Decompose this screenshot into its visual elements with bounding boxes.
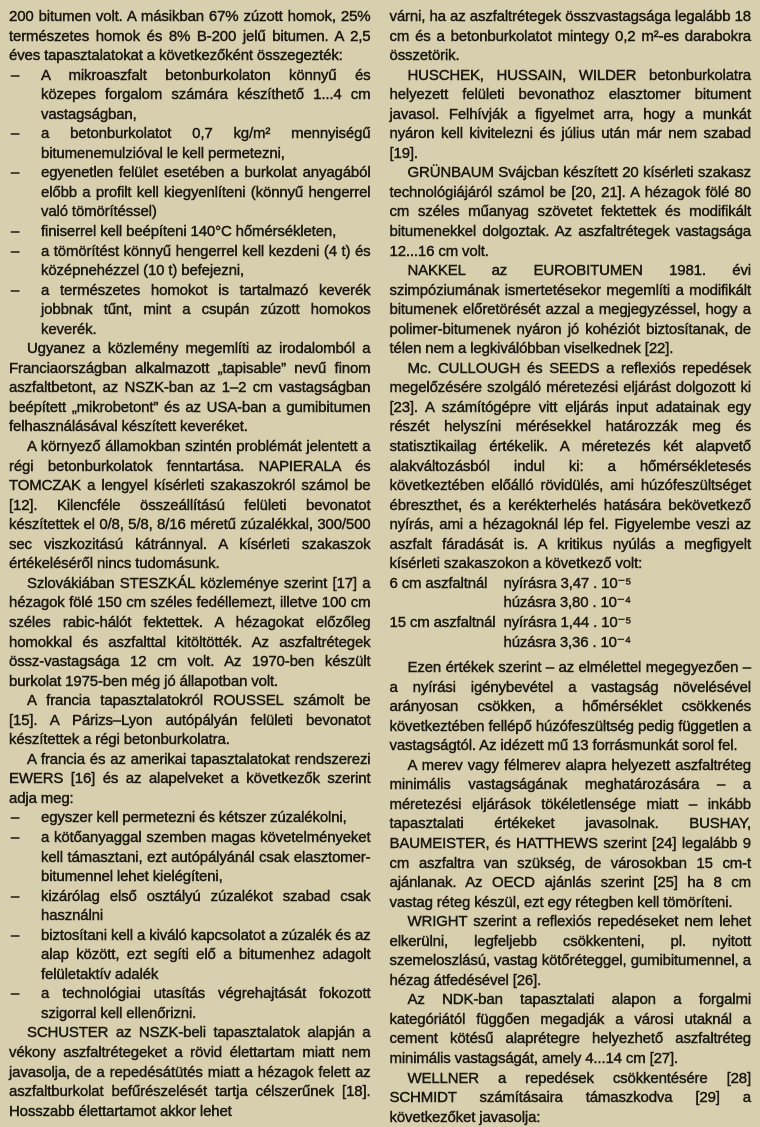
measurement-label: 6 cm aszfaltnál (389, 574, 488, 592)
paragraph: Ugyanez a közlemény megemlíti az irodalomból a Franciaországban alkalmazott „tapisable” nevű finom aszfaltbetont, az NSZK-ban az 1–2 cm vastagságban beépített „mikrobetont” és az USA-ban a gumibitumen felhasználásával készített keveréket. (9, 340, 371, 436)
list-item-text: kizárólag első osztályú zúzalékot szabad csak használni (41, 887, 371, 925)
measurement-line (390, 633, 752, 653)
left-column (9, 7, 371, 1120)
dash-marker: – (11, 887, 20, 905)
list-item (9, 163, 371, 222)
list-item (9, 926, 371, 985)
paragraph: SCHUSTER az NSZK-beli tapasztalatok alapján a vékony aszfaltrétegeket a rövid élettartam miatt nem javasolja, de a repedésátütés miatt a hézagok felett az aszfaltburkolat befűrészelését tartja célszerűnek [18]. Hosszabb élettartamot akkor lehet (9, 1024, 371, 1120)
list-item-text: egyszer kell permetezni és kétszer zúzalékolni, (41, 809, 347, 827)
paragraph: 200 bitumen volt. A másikban 67% zúzott homok, 25% természetes homok és 8% B-200 jelű bitumen. A 2,5 éves tapasztalatokat a következőként összegezték: (9, 8, 371, 65)
paragraph: várni, ha az aszfaltrétegek összvastagsága legalább 18 cm és a betonburkolatot mintegy 0,2 m²-es darabokra összetörik. (389, 8, 751, 65)
list-item (9, 66, 371, 125)
measurement-label (390, 593, 504, 613)
right-column (389, 7, 752, 1126)
list-item-text: a kötőanyaggal szemben magas követelményeket kell támasztani, ezt autópályánál csak elasztomer-bitumennel lehet kielégíteni, (41, 828, 371, 886)
dash-marker: – (11, 66, 20, 84)
paragraph: A merev vagy félmerev alapra helyezett aszfaltréteg minimális vastagságának meghatározására – a méretezési eljárások tökéletlensége miatt – inkább tapasztalati értékeket javasolnak. BUSHAY, BAUMEISTER, és HATTHEWS szerint [24] legalább 9 cm aszfaltra van szükség, de városokban 15 cm-t ajánlanak. Az OECD ajánlás szerint [25] ha 8 cm vastag réteg készül, ezt egy rétegben kell tömöríteni. (389, 756, 751, 911)
paragraph: A francia és az amerikai tapasztalatokat rendszerezi EWERS [16] és az alapelveket a következők szerint adja meg: (9, 750, 371, 807)
list-item (9, 828, 371, 887)
list-item (9, 281, 371, 340)
dash-marker: – (11, 164, 20, 182)
paragraph: Mc. CULLOUGH és SEEDS a reflexiós repedések megelőzésére szolgáló méretezési eljárást dolgozott ki [23]. A számítógépre vitt eljárás input adatainak egy részét helyszíni mérésekkel határozzák meg és statisztikailag értékelik. A méretezés két alapvető alakváltozásból indul ki: a hőmérsékletesés következtében előálló rövidülés, ami húzófeszültséget ébreszthet, és a kerékterhelés hatására bekövetkező nyírás, ami a hézagoknál lép fel. Figyelembe veszi az aszfalt fáradását is. A kritikus nyúlás a megfigyelt kísérleti szakaszokon a következő volt: (389, 359, 751, 573)
paragraph: A környező államokban szintén problémát jelentett a régi betonburkolatok fenntartása. NAPIERALA és TOMCZAK a lengyel kísérleti szakaszokról számol be [12]. Kilencféle összeállítású felületi bevonatot készítettek el 0/8, 5/8, 8/16 méretű zúzalékkal, 300/500 sec viszkozitású kátránnyal. A kísérleti szakaszok értékeléséről nincs tudomásunk. (9, 438, 371, 573)
measurement-line (390, 574, 752, 594)
dash-marker: – (11, 926, 20, 944)
dash-marker: – (11, 125, 20, 143)
list-item (9, 984, 371, 1023)
list-item-text: A mikroaszfalt betonburkolaton könnyű és közepes forgalom számára készíthető 1...4 cm vastagságban, (41, 66, 371, 123)
measurement-label (390, 633, 504, 653)
list-item (9, 808, 371, 828)
list-item-text: a tömörítést könnyű hengerrel kell kezdeni (4 t) és középnehézzel (10 t) befejezni, (41, 242, 371, 280)
paragraph: Ezen értékek szerint – az elmélettel megegyezően – a nyírási igénybevétel a vastagság növelésével arányosan csökken, a hőmérséklet csökkenés következtében fellépő húzófeszültség pedig független a vastagságtól. Az idézett mű 13 forrásmunkát sorol fel. (389, 659, 751, 755)
list-item-text: a betonburkolatot 0,7 kg/m² mennyiségű bitumenemulzióval le kell permetezni, (41, 125, 371, 162)
measurement-value: nyírásra 3,47 . 10⁻⁵ (503, 574, 632, 592)
list-item (9, 242, 371, 281)
measurement-line (390, 593, 752, 613)
dash-marker: – (11, 809, 20, 827)
measurement-value: húzásra 3,36 . 10⁻⁴ (503, 633, 631, 651)
dash-marker: – (11, 223, 20, 241)
list-item-text: biztosítani kell a kiváló kapcsolatot a zúzalék és az alap között, ezt segíti elő a bitumenhez adagolt felületaktív adalék (41, 926, 371, 983)
dash-marker: – (11, 985, 20, 1003)
list-item-text: finiserrel kell beépíteni 140°C hőmérsékleten, (41, 223, 337, 241)
paragraph: WELLNER a repedések csökkentésére [28] SCHMIDT számításaira támaszkodva [29] a következőket javasolja: (389, 1069, 751, 1126)
list-item-text: egyenetlen felület esetében a burkolat anyagából előbb a profilt kell kiegyenlíteni (könnyű hengerrel való tömörítéssel) (41, 164, 371, 221)
measurement-label: 15 cm aszfaltnál (389, 613, 496, 631)
paragraph: GRÜNBAUM Svájcban készített 20 kísérleti szakasz technológiájáról számol be [20, 21]. A hézagok fölé 80 cm széles műanyag szövetet fektettek és modifikált bitumenekkel dolgoztak. Az aszfaltrétegek vastagsága 12...16 cm volt. (389, 164, 751, 260)
paragraph: WRIGHT szerint a reflexiós repedéseket nem lehet elkerülni, legfeljebb csökkenteni, pl. nyitott szemeloszlású, vastag kötőréteggel, gumibitumennel, a hézag átfedésével [26]. (389, 913, 751, 989)
paragraph: HUSCHEK, HUSSAIN, WILDER betonburkolatra helyezett felületi bevonathoz elasztomer bitument javasol. Felhívják a figyelmet arra, hogy a munkát nyáron kell kivitelezni és július után már nem szabad [19]. (389, 66, 751, 162)
paragraph: Az NDK-ban tapasztalati alapon a forgalmi kategóriától függően megadják a városi utaknál a cement kötésű alaprétegre helyezhető aszfaltréteg minimális vastagságát, amely 4...14 cm [27]. (389, 991, 751, 1067)
list-item (9, 124, 371, 163)
dash-marker: – (11, 242, 20, 260)
measurement-value: nyírásra 1,44 . 10⁻⁵ (503, 613, 632, 631)
list-item (9, 887, 371, 926)
paragraph: Szlovákiában STESZKÁL közleménye szerint [17] a hézagok fölé 150 cm széles fedéllemezt, illetve 100 cm széles rabic-hálót fektettek. A hézagokat előzőleg homokkal és aszfalttal kitöltötték. Az aszfaltrétegek össz-vastagsága 12 cm volt. Az 1970-ben készült burkolat 1975-ben még jó állapotban volt. (9, 574, 371, 690)
measurement-value: húzásra 3,80 . 10⁻⁴ (503, 594, 631, 612)
paragraph: NAKKEL az EUROBITUMEN 1981. évi szimpóziumának ismertetésekor megemlíti a modifikált bitumenek előretörését azzal a megjegyzéssel, hogy a polimer-bitumenek nyáron jó kohéziót biztosítanak, de télen nem a legkiválóbban viselkednek [22]. (389, 262, 751, 358)
list-item-text: a természetes homokot is tartalmazó keverék jobbnak tűnt, mint a csupán zúzott homokos keverék. (41, 281, 371, 338)
dash-marker: – (11, 281, 20, 299)
paragraph: A francia tapasztalatokról ROUSSEL számolt be [15]. A Párizs–Lyon autópályán felületi bevonatot készítettek a régi betonburkolatra. (9, 692, 371, 749)
dash-marker: – (11, 828, 20, 846)
list-item (9, 222, 371, 242)
measurement-line (390, 613, 752, 633)
list-item-text: a technológiai utasítás végrehajtását fokozott szigorral kell ellenőrizni. (41, 985, 371, 1022)
